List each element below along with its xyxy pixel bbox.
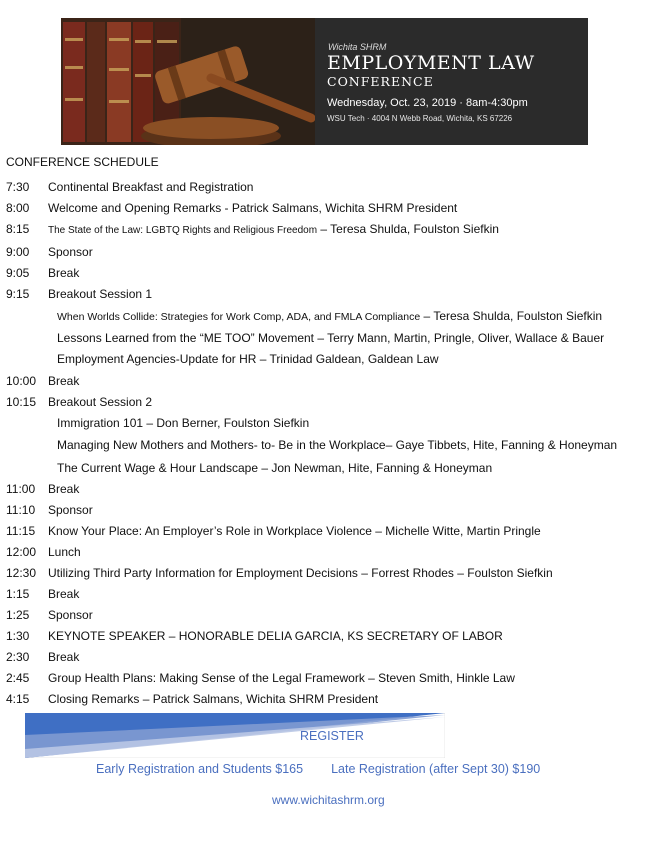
website-link[interactable]: www.wichitashrm.org [272, 793, 385, 807]
schedule-row: 12:00 Lunch [6, 545, 81, 559]
register-banner-shape [25, 713, 445, 758]
banner-location: WSU Tech · 4004 N Webb Road, Wichita, KS 67226 [327, 114, 513, 123]
pricing-line [96, 762, 540, 776]
schedule-row: 11:15 Know Your Place: An Employer’s Role in Workplace Violence – Michelle Witte, Martin Pringle [6, 524, 541, 538]
schedule-row: 8:00 Welcome and Opening Remarks - Patrick Salmans, Wichita SHRM President [6, 201, 458, 215]
schedule-row: 1:25 Sponsor [6, 608, 93, 622]
schedule-row: 1:15 Break [6, 587, 80, 601]
early-price: Early Registration and Students $165 [96, 762, 304, 776]
schedule-row: 4:15 Closing Remarks – Patrick Salmans, Wichita SHRM President [6, 692, 379, 706]
session2-item: Immigration 101 – Don Berner, Foulston Siefkin [57, 416, 310, 430]
schedule-row: 9:15 Breakout Session 1 [6, 287, 153, 301]
banner-text-panel [315, 18, 588, 145]
session1-item: Lessons Learned from the “ME TOO” Movement – Terry Mann, Martin, Pringle, Oliver, Wallace & Bauer [57, 331, 605, 345]
schedule-row: 1:30 KEYNOTE SPEAKER – HONORABLE DELIA GARCIA, KS SECRETARY OF LABOR [6, 629, 503, 643]
schedule-row: 7:30 Continental Breakfast and Registration [6, 180, 254, 194]
schedule-row: 10:00 Break [6, 374, 80, 388]
session1-item: When Worlds Collide: Strategies for Work Comp, ADA, and FMLA Compliance – Teresa Shulda, Foulston Siefkin [57, 309, 603, 323]
schedule-row: 9:00 Sponsor [6, 245, 93, 259]
gavel-photo [61, 18, 315, 145]
banner-title: EMPLOYMENT LAW [327, 52, 535, 74]
schedule-heading: CONFERENCE SCHEDULE [6, 155, 159, 169]
register-link[interactable]: REGISTER [300, 729, 364, 743]
schedule-row: 2:45 Group Health Plans: Making Sense of the Legal Framework – Steven Smith, Hinkle Law [6, 671, 515, 685]
gavel-illustration [61, 18, 315, 145]
session2-item: Managing New Mothers and Mothers- to- Be in the Workplace– Gaye Tibbets, Hite, Fanning & Honeyman [57, 438, 618, 452]
banner-subtitle: CONFERENCE [327, 74, 434, 89]
session1-item: Employment Agencies-Update for HR – Trinidad Galdean, Galdean Law [57, 352, 439, 366]
banner-date: Wednesday, Oct. 23, 2019 · 8am-4:30pm [327, 97, 528, 109]
schedule-row: 11:00 Break [6, 482, 80, 496]
conference-banner [61, 18, 588, 145]
schedule-row: 8:15 The State of the Law: LGBTQ Rights and Religious Freedom – Teresa Shulda, Foulston Siefkin [6, 222, 499, 236]
schedule-row: 12:30 Utilizing Third Party Information for Employment Decisions – Forrest Rhodes – Foulston Siefkin [6, 566, 553, 580]
late-price: Late Registration (after Sept 30) $190 [331, 762, 541, 776]
schedule-row: 10:15 Breakout Session 2 [6, 395, 153, 409]
banner-org: Wichita SHRM [328, 42, 387, 52]
schedule-row: 11:10 Sponsor [6, 503, 93, 517]
session2-item: The Current Wage & Hour Landscape – Jon Newman, Hite, Fanning & Honeyman [57, 461, 493, 475]
schedule-row: 2:30 Break [6, 650, 80, 664]
schedule-row: 9:05 Break [6, 266, 80, 280]
